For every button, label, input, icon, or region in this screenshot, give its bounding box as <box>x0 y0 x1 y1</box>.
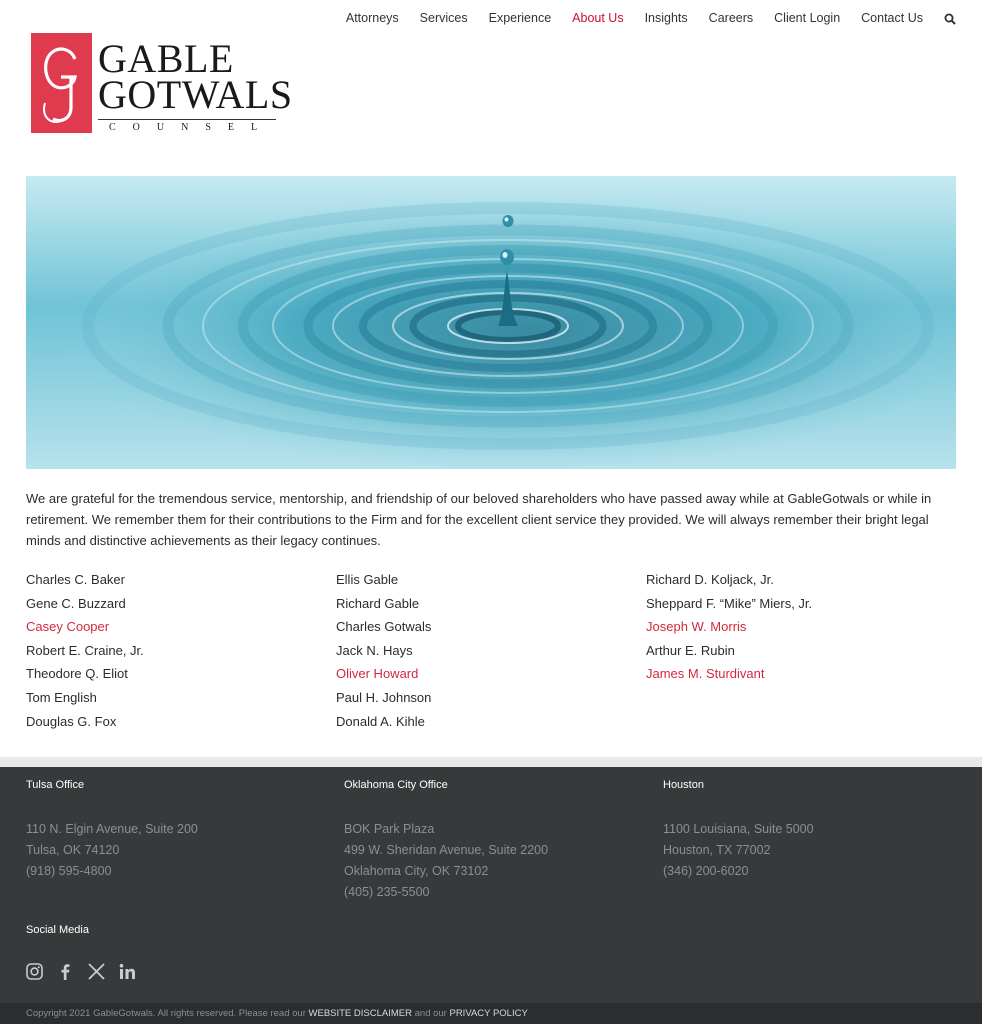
name-link[interactable]: James M. Sturdivant <box>646 666 765 682</box>
office-title: Houston <box>663 779 704 791</box>
name-entry: Robert E. Craine, Jr. <box>26 642 144 658</box>
name-entry: Charles Gotwals <box>336 619 432 635</box>
name-link[interactable]: Joseph W. Morris <box>646 619 747 635</box>
office-phone[interactable]: (405) 235-5500 <box>344 885 430 899</box>
nav-about-us[interactable]: About Us <box>572 11 624 25</box>
x-icon[interactable] <box>88 963 105 980</box>
main-nav <box>325 9 956 27</box>
website-disclaimer-link[interactable]: WEBSITE DISCLAIMER <box>308 1008 412 1019</box>
office-city: Tulsa, OK 74120 <box>26 843 120 857</box>
okc-office <box>344 777 548 903</box>
office-building: BOK Park Plaza <box>344 822 435 836</box>
name-entry: Donald A. Kihle <box>336 713 425 729</box>
logo-mark <box>31 33 92 133</box>
name-entry: Ellis Gable <box>336 572 399 587</box>
logo-tagline: COUNSEL <box>109 122 275 133</box>
nav-contact-us[interactable]: Contact Us <box>861 11 923 25</box>
copyright-connector: and our <box>411 1008 450 1019</box>
office-city: Houston, TX 77002 <box>663 843 771 857</box>
name-entry: Charles C. Baker <box>26 572 125 587</box>
office-address: 1100 Louisiana, Suite 5000 <box>663 822 814 836</box>
names-column-1 <box>26 568 336 733</box>
names-column-2 <box>336 568 646 733</box>
logo-name-line1: GABLE <box>98 36 234 81</box>
name-entry: Sheppard F. “Mike” Miers, Jr. <box>646 595 813 611</box>
name-entry: Gene C. Buzzard <box>26 595 126 611</box>
site-footer <box>0 767 982 1003</box>
logo-name-line2: GOTWALS <box>98 72 293 117</box>
name-entry: Douglas G. Fox <box>26 713 117 729</box>
logo-rule <box>98 119 276 120</box>
office-address: 499 W. Sheridan Avenue, Suite 2200 <box>344 843 549 857</box>
nav-attorneys[interactable]: Attorneys <box>345 11 399 25</box>
footer-separator <box>0 757 982 767</box>
name-entry: Richard Gable <box>336 595 420 611</box>
instagram-icon[interactable] <box>26 963 43 980</box>
nav-insights[interactable]: Insights <box>644 11 688 25</box>
nav-careers[interactable]: Careers <box>708 11 754 25</box>
name-entry: Arthur E. Rubin <box>646 642 735 658</box>
privacy-policy-link[interactable]: PRIVACY POLICY <box>449 1008 528 1019</box>
name-entry: Tom English <box>26 689 97 705</box>
nav-services[interactable]: Services <box>419 11 468 25</box>
office-phone[interactable]: (346) 200-6020 <box>663 864 749 878</box>
name-link[interactable]: Oliver Howard <box>336 666 419 682</box>
office-city: Oklahoma City, OK 73102 <box>344 864 489 878</box>
memorial-intro-text: We are grateful for the tremendous service, mentorship, and friendship of our beloved shareholders who have passed away while at GableGotwals or while in retirement. We remember them for their contributions to the Firm and for the excellent client service they provided. We will always remember their bright legal minds and distinctive achievements as their legacy continues. <box>26 491 932 548</box>
site-logo[interactable] <box>31 33 293 135</box>
search-icon[interactable] <box>944 12 956 24</box>
name-entry: Richard D. Koljack, Jr. <box>646 572 774 587</box>
social-media-title: Social Media <box>26 924 89 936</box>
name-link[interactable]: Casey Cooper <box>26 619 110 635</box>
hero-water-drop-image <box>26 176 956 469</box>
memorial-names-list <box>26 568 956 733</box>
linkedin-icon[interactable] <box>119 963 136 980</box>
copyright-bar <box>0 1003 982 1024</box>
office-title: Tulsa Office <box>26 779 85 791</box>
houston-office <box>663 777 814 882</box>
office-title: Oklahoma City Office <box>344 779 448 791</box>
name-entry: Paul H. Johnson <box>336 689 432 705</box>
name-entry: Jack N. Hays <box>336 642 413 658</box>
social-links <box>26 963 150 980</box>
nav-experience[interactable]: Experience <box>488 11 552 25</box>
nav-client-login[interactable]: Client Login <box>774 11 841 25</box>
office-address: 110 N. Elgin Avenue, Suite 200 <box>26 822 198 836</box>
copyright-text: Copyright 2021 GableGotwals. All rights reserved. Please read our <box>26 1008 309 1019</box>
names-column-3 <box>646 568 956 733</box>
name-entry: Theodore Q. Eliot <box>26 666 128 682</box>
tulsa-office <box>26 777 198 882</box>
office-phone[interactable]: (918) 595-4800 <box>26 864 112 878</box>
facebook-icon[interactable] <box>57 963 74 980</box>
